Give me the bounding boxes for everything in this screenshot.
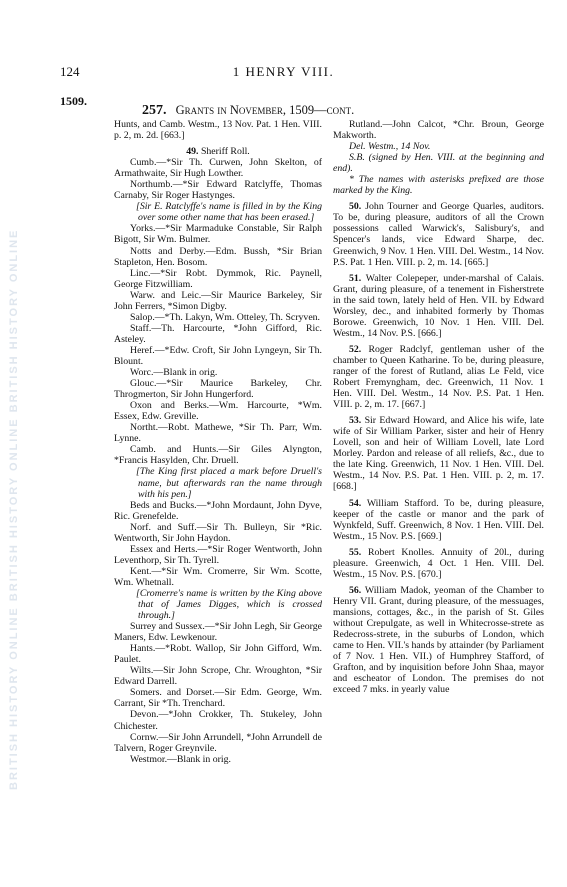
entry-52-text: Roger Radclyf, gentleman usher of the chamber to Queen Katharine. To be, during pleasure, ranger of the forest of Rutland, alias Le Feld, vice Robert Fremyngham, dec. Greenwich, 11 Nov. 1 Hen. VIII. Del. Westm., 14 Nov. P.S. Pat. 1 Hen. VIII. p. 2, m. 17. [667.] bbox=[333, 343, 544, 411]
sheriff-westmor: Westmor.—Blank in orig. bbox=[130, 753, 231, 765]
sheriff-camb-hunts: Camb. and Hunts.—Sir Giles Alyngton, *Francis Hasylden, Chr. Druell. bbox=[114, 444, 322, 467]
sheriff-norf-suff: Norf. and Suff.—Sir Th. Bulleyn, Sir *Ric. Wentworth, Sir John Haydon. bbox=[114, 521, 322, 544]
sheriff-cumb: Cumb.—*Sir Th. Curwen, John Skelton, of Armathwaite, Sir Hugh Lowther. bbox=[114, 157, 322, 180]
sheriff-salop: Salop.—*Th. Lakyn, Wm. Otteley, Th. Scryven. bbox=[130, 311, 321, 323]
section-number: 257. bbox=[142, 103, 167, 118]
year-marker: 1509. bbox=[60, 94, 87, 108]
page-number: 124 bbox=[60, 64, 80, 79]
entry-49-heading bbox=[114, 146, 322, 157]
sheriff-devon: Devon.—*John Crokker, Th. Stukeley, John Chichester. bbox=[114, 709, 322, 732]
entry-51-text: Walter Colepeper, under-marshal of Calais. Grant, during pleasure, of a tenement in Fisherstrete in the said town, lately held of Hen. VII. by Edward Worsley, dec., and inhabited formerly by Thomas Borowe. Greenwich, 10 Nov. 1 Hen. VIII. Del. Westm., 14 Nov. P.S. [666.] bbox=[333, 272, 544, 339]
entry-54 bbox=[333, 498, 544, 542]
sheriff-rutland: Rutland.—John Calcot, *Chr. Broun, George Makworth. bbox=[333, 119, 544, 142]
entry-55-text: Robert Knolles. Annuity of 20l., during pleasure. Greenwich, 4 Oct. 1 Hen. VIII. Del. Westm., 15 Nov. P.S. [670.] bbox=[333, 546, 544, 580]
entry-56 bbox=[333, 585, 544, 695]
entry-53 bbox=[333, 415, 544, 492]
running-title: 1 HENRY VIII. bbox=[232, 64, 335, 79]
entry-56-text: William Madok, yeoman of the Chamber to Henry VII. Grant, during pleasure, of the messuages, mansions, cottages, &c., in the parish of St. Giles without Crepulgate, as well in Whitecrosse-strete as Redecross-strete, in the suburbs of London, which came to Hen. VII.'s hands by attainder (by Parliament of 7 Nov. 1 Hen. VII.) of Humphrey Stafford, of Grafton, and by inquisition before John Shaa, mayor and escheator of London. The premises do not exceed 7 mks. in yearly value bbox=[333, 584, 544, 696]
sheriff-yorks: Yorks.—*Sir Marmaduke Constable, Sir Ralph Bigott, Sir Wm. Bulmer. bbox=[114, 223, 322, 246]
sheriff-northumb: Northumb.—*Sir Edward Ratclyffe, Thomas Carnaby, Sir Roger Hastynges. bbox=[114, 179, 322, 202]
note-ratclyffe: [Sir E. Ratclyffe's name is filled in by the King over some other name that has been erased.] bbox=[136, 201, 322, 224]
sheriff-warw-leic: Warw. and Leic.—Sir Maurice Barkeley, Sir John Ferrers, *Simon Digby. bbox=[114, 289, 322, 312]
section-title: Grants in November, 1509—cont. bbox=[175, 103, 355, 117]
sheriff-kent: Kent.—*Sir Wm. Cromerre, Sir Wm. Scotte, Wm. Whetnall. bbox=[114, 565, 322, 588]
sheriff-northt: Northt.—Robt. Mathewe, *Sir Th. Parr, Wm. Lynne. bbox=[114, 422, 322, 445]
note-druell: [The King first placed a mark before Druell's name, but afterwards ran the name through with his pen.] bbox=[136, 466, 322, 500]
sheriff-wilts: Wilts.—Sir John Scrope, Chr. Wroughton, *Sir Edward Darrell. bbox=[114, 665, 322, 688]
entry-52-number: 52. bbox=[349, 343, 362, 355]
entry-53-number: 53. bbox=[349, 415, 362, 427]
sheriff-worc: Worc.—Blank in orig. bbox=[130, 367, 218, 379]
entry-49-title: Sheriff Roll. bbox=[200, 146, 250, 158]
sheriff-notts-derby: Notts and Derby.—Edm. Bussh, *Sir Brian Stapleton, Hen. Bosom. bbox=[114, 245, 322, 268]
continuation-paragraph: Hunts, and Camb. Westm., 13 Nov. Pat. 1 Hen. VIII. p. 2, m. 2d. [663.] bbox=[114, 119, 322, 142]
entry-49-number: 49. bbox=[186, 146, 199, 158]
sheriff-staff: Staff.—Th. Harcourte, *John Gifford, Ric. Asteley. bbox=[114, 322, 322, 345]
entry-50-text: John Tourner and George Quarles, auditors. To be, during pleasure, auditors of all the Crown possessions called Warwick's, Salisbury's, and Spencer's lands, vice Edward Sharpe, dec. Greenwich, 9 Nov. 1 Hen. VIII. Del. Westm., 14 Nov. P.S. Pat. 1 Hen. VIII. p. 2, m. 14. [665.] bbox=[333, 201, 544, 268]
entry-53-text: Sir Edward Howard, and Alice his wife, late wife of Sir William Parker, sister and heir of Henry Lovell, son and heir of William Lovell, late Lord Morley. Pardon and release of all reliefs, &c., due to the late King. Greenwich, 11 Nov. 1 Hen. VIII. Del. Westm., 14 Nov. P.S. Pat. 1 Hen. VIII. p. 2, m. 17. [668.] bbox=[333, 415, 544, 493]
entry-51-number: 51. bbox=[349, 272, 362, 284]
signed-note: S.B. (signed by Hen. VIII. at the beginning and end). bbox=[333, 152, 544, 175]
entry-55 bbox=[333, 547, 544, 580]
delivery-note: Del. Westm., 14 Nov. bbox=[349, 141, 431, 153]
entry-52 bbox=[333, 344, 544, 410]
sheriff-cornw: Cornw.—Sir John Arrundell, *John Arrundell de Talvern, Roger Greynvile. bbox=[114, 731, 322, 754]
watermark-text: BRITISH HISTORY ONLINE BRITISH HISTORY ONLINE BRITISH HISTORY ONLINE bbox=[8, 228, 20, 790]
right-column bbox=[333, 119, 544, 695]
sheriff-linc: Linc.—*Sir Robt. Dymmok, Ric. Paynell, George Fitzwilliam. bbox=[114, 267, 322, 290]
entry-50 bbox=[333, 201, 544, 267]
sheriff-glouc: Glouc.—*Sir Maurice Barkeley, Chr. Throgmerton, Sir John Hungerford. bbox=[114, 378, 322, 401]
sheriff-beds-bucks: Beds and Bucks.—*John Mordaunt, John Dyve, Ric. Grenefelde. bbox=[114, 499, 322, 522]
entry-54-text: William Stafford. To be, during pleasure, keeper of the castle or manor and the park of Wynkfeld, Suff. Greenwich, 8 Nov. 1 Hen. VIII. Del. Westm., 15 Nov. P.S. [669.] bbox=[333, 497, 545, 542]
sheriff-surrey-sussex: Surrey and Sussex.—*Sir John Legh, Sir George Maners, Edw. Lewkenour. bbox=[114, 621, 322, 644]
note-cromerre: [Cromerre's name is written by the King above that of James Digges, which is crossed through.] bbox=[136, 587, 322, 622]
section-heading bbox=[142, 103, 354, 119]
side-watermark bbox=[6, 100, 30, 790]
entry-51 bbox=[333, 273, 544, 339]
entry-50-number: 50. bbox=[349, 201, 362, 213]
sheriff-heref: Heref.—*Edw. Croft, Sir John Lyngeyn, Sir Th. Blount. bbox=[114, 344, 322, 367]
entry-55-number: 55. bbox=[349, 546, 362, 558]
entry-56-number: 56. bbox=[349, 584, 362, 596]
left-column bbox=[114, 119, 322, 765]
asterisk-note: * The names with asterisks prefixed are those marked by the King. bbox=[333, 174, 544, 197]
sheriff-hants: Hants.—*Robt. Wallop, Sir John Gifford, Wm. Paulet. bbox=[114, 643, 322, 666]
sheriff-oxon-berks: Oxon and Berks.—Wm. Harcourte, *Wm. Essex, Edw. Greville. bbox=[114, 400, 322, 423]
sheriff-essex-herts: Essex and Herts.—*Sir Roger Wentworth, John Leventhorp, Sir Th. Tyrell. bbox=[114, 543, 322, 566]
sheriff-somers-dorset: Somers. and Dorset.—Sir Edm. George, Wm. Carrant, Sir *Th. Trenchard. bbox=[114, 687, 322, 710]
entry-54-number: 54. bbox=[349, 497, 362, 509]
